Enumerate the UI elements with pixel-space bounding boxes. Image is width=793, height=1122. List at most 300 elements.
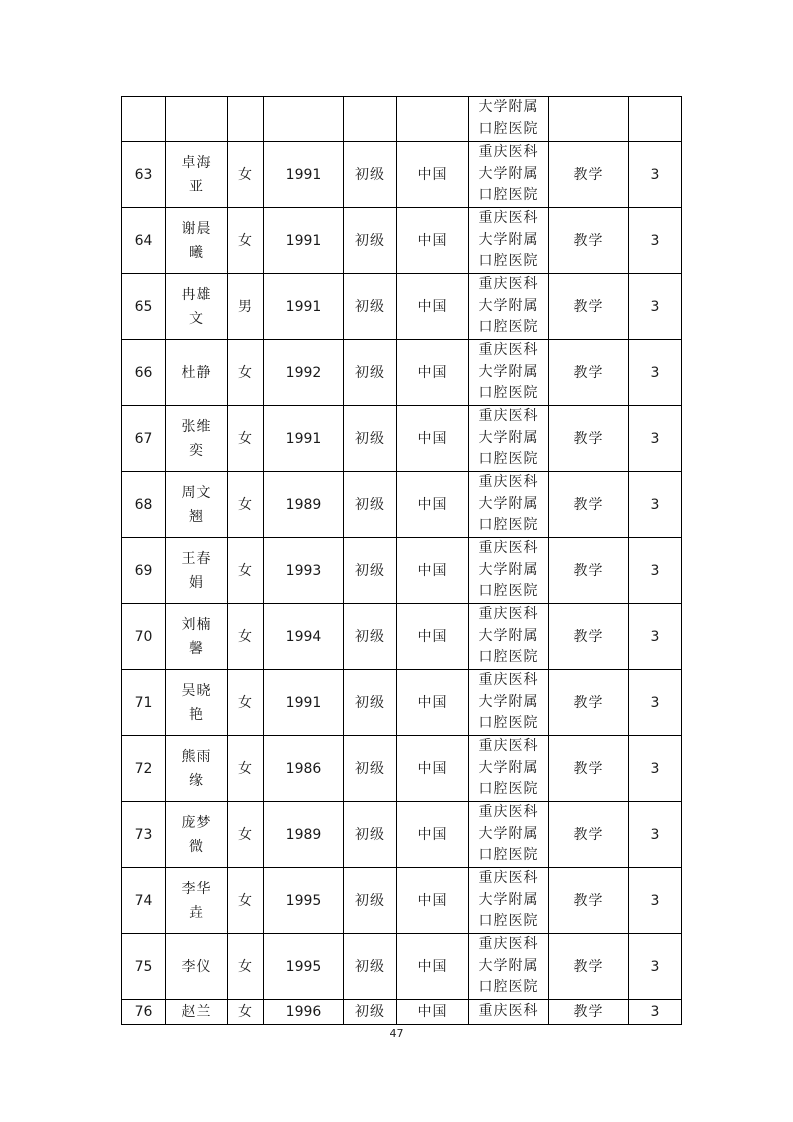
table-row	[122, 604, 682, 670]
level-value: 初级	[355, 1004, 385, 1020]
cell-gender	[228, 274, 264, 340]
cell-role	[549, 97, 629, 142]
org-line: 大学附属	[478, 429, 539, 446]
name-line: 艳	[189, 706, 204, 723]
cell-birth-year	[264, 802, 344, 868]
count-value: 3	[650, 298, 660, 315]
cell-birth-year	[264, 538, 344, 604]
cell-organization	[469, 868, 549, 934]
count-value: 3	[650, 826, 660, 843]
cell-nationality	[397, 934, 469, 1000]
org-line: 重庆医科	[478, 540, 539, 557]
org-line: 大学附属	[478, 297, 539, 314]
level-value: 初级	[355, 562, 385, 579]
nationality-value: 中国	[417, 760, 448, 777]
level-value: 初级	[355, 364, 385, 381]
cell-gender	[228, 1000, 264, 1025]
gender-value: 女	[238, 496, 253, 513]
cell-organization	[469, 472, 549, 538]
cell-nationality	[397, 274, 469, 340]
cell-nationality	[397, 472, 469, 538]
cell-nationality	[397, 142, 469, 208]
nationality-value: 中国	[417, 298, 448, 315]
birth-year-value: 1991	[285, 430, 322, 447]
table-row	[122, 340, 682, 406]
org-line: 大学附属	[478, 627, 539, 644]
name-line: 赵兰	[181, 1004, 212, 1020]
role-value: 教学	[573, 892, 604, 909]
org-line: 口腔医院	[478, 187, 539, 204]
cell-role	[549, 274, 629, 340]
org-line: 重庆医科	[478, 672, 539, 689]
cell-level	[344, 538, 397, 604]
name-line: 张维	[181, 418, 212, 435]
cell-name	[166, 208, 228, 274]
role-value: 教学	[573, 298, 604, 315]
count-value: 3	[650, 1004, 660, 1020]
cell-role	[549, 142, 629, 208]
cell-nationality	[397, 538, 469, 604]
count-value: 3	[650, 628, 660, 645]
name-line: 冉雄	[181, 286, 212, 303]
org-line: 重庆医科	[478, 276, 539, 293]
cell-birth-year	[264, 142, 344, 208]
cell-gender	[228, 736, 264, 802]
count-value: 3	[650, 166, 660, 183]
table-row	[122, 670, 682, 736]
cell-level	[344, 604, 397, 670]
role-value: 教学	[573, 694, 604, 711]
table-row	[122, 1000, 682, 1025]
count-value: 3	[650, 958, 660, 975]
cell-organization	[469, 604, 549, 670]
birth-year-value: 1994	[285, 628, 322, 645]
cell-count	[629, 472, 682, 538]
org-line: 口腔医院	[478, 517, 539, 534]
nationality-value: 中国	[417, 694, 448, 711]
name-line: 熊雨	[181, 748, 212, 765]
cell-no	[122, 208, 166, 274]
cell-no	[122, 406, 166, 472]
birth-year-value: 1995	[285, 892, 322, 909]
cell-organization	[469, 142, 549, 208]
cell-count	[629, 670, 682, 736]
row-number: 76	[134, 1004, 153, 1020]
cell-nationality	[397, 406, 469, 472]
staff-table	[121, 96, 682, 1025]
role-value: 教学	[573, 166, 604, 183]
org-line: 重庆医科	[478, 738, 539, 755]
cell-no	[122, 736, 166, 802]
level-value: 初级	[355, 496, 385, 513]
name-line: 翘	[189, 508, 204, 525]
cell-organization	[469, 274, 549, 340]
role-value: 教学	[573, 628, 604, 645]
cell-level	[344, 736, 397, 802]
nationality-value: 中国	[417, 364, 448, 381]
org-line: 重庆医科	[478, 606, 539, 623]
cell-name	[166, 934, 228, 1000]
table-row	[122, 274, 682, 340]
cell-no	[122, 538, 166, 604]
cell-birth-year	[264, 472, 344, 538]
nationality-value: 中国	[417, 562, 448, 579]
cell-level	[344, 97, 397, 142]
birth-year-value: 1991	[285, 166, 322, 183]
org-line: 口腔医院	[478, 385, 539, 402]
row-number: 64	[134, 232, 153, 249]
nationality-value: 中国	[417, 430, 448, 447]
gender-value: 女	[238, 826, 253, 843]
cell-organization	[469, 97, 549, 142]
role-value: 教学	[573, 958, 604, 975]
cell-name	[166, 97, 228, 142]
cell-count	[629, 736, 682, 802]
org-line: 大学附属	[478, 759, 539, 776]
row-number: 75	[134, 958, 153, 975]
cell-gender	[228, 868, 264, 934]
org-line: 口腔医院	[478, 121, 539, 137]
cell-role	[549, 802, 629, 868]
cell-nationality	[397, 802, 469, 868]
org-line: 口腔医院	[478, 781, 539, 798]
level-value: 初级	[355, 760, 385, 777]
count-value: 3	[650, 892, 660, 909]
cell-level	[344, 472, 397, 538]
org-line: 重庆医科	[478, 342, 539, 359]
table-row	[122, 406, 682, 472]
birth-year-value: 1991	[285, 232, 322, 249]
cell-role	[549, 406, 629, 472]
cell-no	[122, 868, 166, 934]
table-row	[122, 142, 682, 208]
gender-value: 女	[238, 364, 253, 381]
name-line: 娟	[189, 574, 204, 591]
cell-count	[629, 1000, 682, 1025]
cell-name	[166, 340, 228, 406]
cell-level	[344, 142, 397, 208]
table-row	[122, 208, 682, 274]
cell-name	[166, 274, 228, 340]
row-number: 73	[134, 826, 153, 843]
level-value: 初级	[355, 958, 385, 975]
org-line: 口腔医院	[478, 451, 539, 468]
name-line: 文	[189, 310, 204, 327]
org-line: 大学附属	[478, 693, 539, 710]
cell-level	[344, 868, 397, 934]
cell-organization	[469, 736, 549, 802]
nationality-value: 中国	[417, 232, 448, 249]
cell-level	[344, 340, 397, 406]
org-line: 大学附属	[478, 99, 539, 116]
nationality-value: 中国	[417, 628, 448, 645]
cell-name	[166, 472, 228, 538]
cell-name	[166, 142, 228, 208]
row-number: 70	[134, 628, 153, 645]
role-value: 教学	[573, 826, 604, 843]
gender-value: 女	[238, 1004, 253, 1020]
birth-year-value: 1996	[285, 1004, 322, 1020]
role-value: 教学	[573, 232, 604, 249]
table-row	[122, 802, 682, 868]
gender-value: 女	[238, 760, 253, 777]
name-line: 垚	[189, 904, 204, 921]
cell-nationality	[397, 604, 469, 670]
cell-nationality	[397, 208, 469, 274]
org-line: 口腔医院	[478, 847, 539, 864]
cell-count	[629, 274, 682, 340]
org-line: 口腔医院	[478, 649, 539, 666]
role-value: 教学	[573, 760, 604, 777]
org-line: 口腔医院	[478, 913, 539, 930]
cell-gender	[228, 802, 264, 868]
gender-value: 女	[238, 694, 253, 711]
cell-count	[629, 142, 682, 208]
org-line: 口腔医院	[478, 715, 539, 732]
cell-gender	[228, 538, 264, 604]
org-line: 重庆医科	[478, 804, 539, 821]
gender-value: 男	[238, 298, 253, 315]
cell-birth-year	[264, 604, 344, 670]
cell-count	[629, 538, 682, 604]
birth-year-value: 1995	[285, 958, 322, 975]
cell-no	[122, 97, 166, 142]
cell-level	[344, 208, 397, 274]
name-line: 奕	[189, 442, 204, 459]
cell-no	[122, 604, 166, 670]
gender-value: 女	[238, 562, 253, 579]
name-line: 卓海	[181, 154, 212, 171]
table-row	[122, 472, 682, 538]
gender-value: 女	[238, 430, 253, 447]
name-line: 曦	[189, 244, 204, 261]
level-value: 初级	[355, 826, 385, 843]
cell-level	[344, 802, 397, 868]
org-line: 大学附属	[478, 231, 539, 248]
cell-no	[122, 802, 166, 868]
cell-birth-year	[264, 340, 344, 406]
cell-gender	[228, 97, 264, 142]
gender-value: 女	[238, 232, 253, 249]
cell-role	[549, 1000, 629, 1025]
name-line: 亚	[189, 178, 204, 195]
cell-count	[629, 868, 682, 934]
cell-organization	[469, 934, 549, 1000]
page-number: 47	[389, 1027, 404, 1040]
cell-gender	[228, 472, 264, 538]
nationality-value: 中国	[417, 892, 448, 909]
cell-organization	[469, 340, 549, 406]
role-value: 教学	[573, 430, 604, 447]
name-line: 馨	[189, 640, 204, 657]
nationality-value: 中国	[417, 826, 448, 843]
cell-name	[166, 868, 228, 934]
birth-year-value: 1989	[285, 826, 322, 843]
cell-birth-year	[264, 670, 344, 736]
org-line: 大学附属	[478, 561, 539, 578]
name-line: 王春	[181, 550, 212, 567]
count-value: 3	[650, 430, 660, 447]
level-value: 初级	[355, 166, 385, 183]
row-number: 71	[134, 694, 153, 711]
cell-role	[549, 670, 629, 736]
cell-name	[166, 406, 228, 472]
cell-no	[122, 274, 166, 340]
org-line: 大学附属	[478, 891, 539, 908]
cell-role	[549, 736, 629, 802]
org-line: 重庆医科	[478, 870, 539, 887]
cell-organization	[469, 670, 549, 736]
count-value: 3	[650, 760, 660, 777]
cell-gender	[228, 934, 264, 1000]
org-line: 大学附属	[478, 495, 539, 512]
row-number: 65	[134, 298, 153, 315]
cell-birth-year	[264, 274, 344, 340]
level-value: 初级	[355, 232, 385, 249]
cell-name	[166, 538, 228, 604]
birth-year-value: 1992	[285, 364, 322, 381]
row-number: 67	[134, 430, 153, 447]
cell-gender	[228, 604, 264, 670]
name-line: 周文	[181, 484, 212, 501]
cell-nationality	[397, 736, 469, 802]
level-value: 初级	[355, 628, 385, 645]
cell-organization	[469, 538, 549, 604]
cell-birth-year	[264, 406, 344, 472]
cell-role	[549, 340, 629, 406]
org-line: 大学附属	[478, 165, 539, 182]
role-value: 教学	[573, 364, 604, 381]
birth-year-value: 1993	[285, 562, 322, 579]
row-number: 69	[134, 562, 153, 579]
cell-name	[166, 670, 228, 736]
org-line: 重庆医科	[478, 936, 539, 953]
birth-year-value: 1991	[285, 298, 322, 315]
org-line: 重庆医科	[478, 408, 539, 425]
birth-year-value: 1989	[285, 496, 322, 513]
count-value: 3	[650, 496, 660, 513]
cell-gender	[228, 406, 264, 472]
org-line: 大学附属	[478, 825, 539, 842]
cell-level	[344, 670, 397, 736]
count-value: 3	[650, 562, 660, 579]
cell-no	[122, 670, 166, 736]
org-line: 口腔医院	[478, 253, 539, 270]
nationality-value: 中国	[417, 958, 448, 975]
birth-year-value: 1986	[285, 760, 322, 777]
cell-role	[549, 934, 629, 1000]
org-line: 口腔医院	[478, 319, 539, 336]
name-line: 缘	[189, 772, 204, 789]
org-line: 重庆医科	[478, 1003, 539, 1020]
cell-organization	[469, 1000, 549, 1025]
row-number: 63	[134, 166, 153, 183]
org-line: 大学附属	[478, 957, 539, 974]
cell-role	[549, 538, 629, 604]
cell-role	[549, 868, 629, 934]
table-row	[122, 538, 682, 604]
cell-level	[344, 1000, 397, 1025]
cell-level	[344, 274, 397, 340]
cell-gender	[228, 670, 264, 736]
name-line: 李仪	[181, 958, 212, 975]
cell-name	[166, 1000, 228, 1025]
table-row	[122, 868, 682, 934]
level-value: 初级	[355, 694, 385, 711]
cell-birth-year	[264, 868, 344, 934]
name-line: 庞梦	[181, 814, 212, 831]
cell-role	[549, 208, 629, 274]
name-line: 微	[189, 838, 204, 855]
row-number: 68	[134, 496, 153, 513]
cell-nationality	[397, 670, 469, 736]
row-number: 66	[134, 364, 153, 381]
cell-nationality	[397, 868, 469, 934]
table-row	[122, 736, 682, 802]
nationality-value: 中国	[417, 1004, 448, 1020]
role-value: 教学	[573, 562, 604, 579]
cell-birth-year	[264, 1000, 344, 1025]
cell-count	[629, 802, 682, 868]
cell-organization	[469, 208, 549, 274]
gender-value: 女	[238, 892, 253, 909]
cell-gender	[228, 340, 264, 406]
cell-birth-year	[264, 208, 344, 274]
birth-year-value: 1991	[285, 694, 322, 711]
cell-level	[344, 934, 397, 1000]
nationality-value: 中国	[417, 496, 448, 513]
level-value: 初级	[355, 430, 385, 447]
org-line: 口腔医院	[478, 979, 539, 996]
cell-no	[122, 340, 166, 406]
cell-count	[629, 208, 682, 274]
cell-organization	[469, 802, 549, 868]
cell-no	[122, 934, 166, 1000]
count-value: 3	[650, 232, 660, 249]
cell-count	[629, 934, 682, 1000]
org-line: 口腔医院	[478, 583, 539, 600]
level-value: 初级	[355, 892, 385, 909]
cell-no	[122, 142, 166, 208]
nationality-value: 中国	[417, 166, 448, 183]
org-line: 重庆医科	[478, 144, 539, 161]
row-number: 74	[134, 892, 153, 909]
table-body	[122, 97, 682, 1025]
cell-level	[344, 406, 397, 472]
cell-role	[549, 604, 629, 670]
gender-value: 女	[238, 166, 253, 183]
table-row	[122, 934, 682, 1000]
name-line: 刘楠	[181, 616, 212, 633]
role-value: 教学	[573, 1004, 604, 1020]
name-line: 吴晓	[181, 682, 212, 699]
role-value: 教学	[573, 496, 604, 513]
cell-birth-year	[264, 97, 344, 142]
name-line: 谢晨	[181, 220, 212, 237]
gender-value: 女	[238, 958, 253, 975]
name-line: 杜静	[181, 364, 212, 381]
cell-birth-year	[264, 736, 344, 802]
cell-gender	[228, 208, 264, 274]
cell-name	[166, 604, 228, 670]
cell-nationality	[397, 1000, 469, 1025]
row-number: 72	[134, 760, 153, 777]
count-value: 3	[650, 694, 660, 711]
cell-no	[122, 1000, 166, 1025]
cell-count	[629, 97, 682, 142]
org-line: 重庆医科	[478, 474, 539, 491]
continuation-row	[122, 97, 682, 142]
